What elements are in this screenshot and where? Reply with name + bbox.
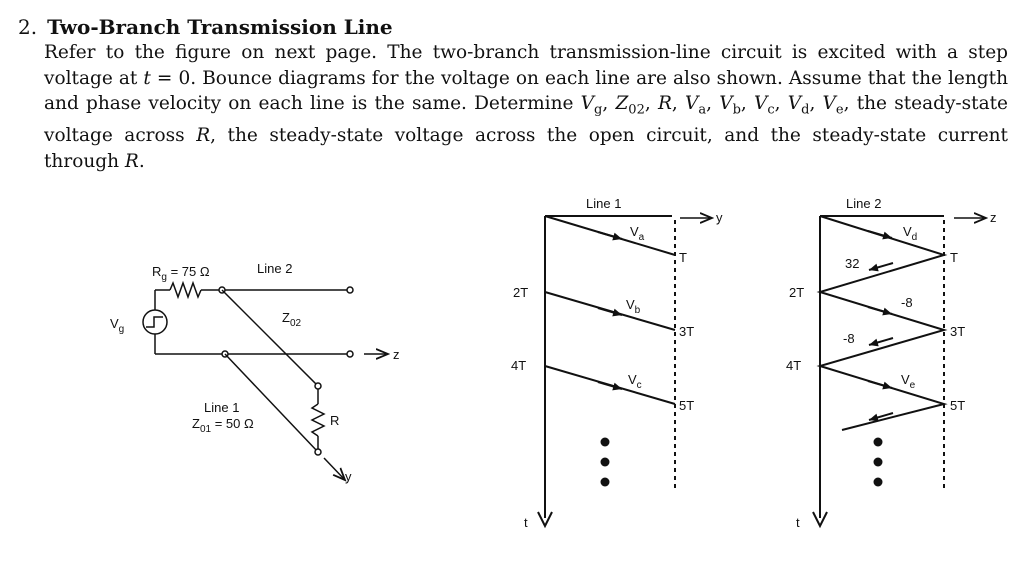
bounce1-t-label: t [524,515,528,530]
line2-open-terminal-top [347,287,353,293]
math-symbol: R [657,93,672,114]
text-run: , [809,93,823,114]
z-axis-label: z [393,347,400,362]
bounce2-arrow-r2 [869,338,893,345]
bounce2-arrow-r3 [869,413,893,420]
bounce2-t-label: t [796,515,800,530]
line2-open-terminal-bottom [347,351,353,357]
y-axis-arrow [324,458,345,480]
math-symbol: R [196,125,211,147]
source-label: $V_g$ [110,316,125,335]
load-terminal-bottom [315,449,321,455]
bounce2-label-vd: $V_d$ [903,224,918,243]
bounce1-title: Line 1 [586,196,622,211]
text-run: = 0. Bounce diagrams for the voltage on each line are also shown. Assume that the length and phase velocity on each line is the same. Determine [44,67,1008,114]
problem-title: Two-Branch Transmission Line [47,15,393,39]
math-symbol: $V_a$ [684,93,707,118]
bounce2-time-5t: 5T [950,398,966,413]
z02-label: $Z_{02}$ [282,310,302,329]
math-symbol: $V_b$ [719,93,741,118]
bounce1-time-2t: 2T [513,285,529,300]
bounce2-time-2t: 2T [789,285,805,300]
y-axis-label: y [345,469,352,484]
bounce1-label-vb: $V_b$ [626,297,641,316]
math-symbol: $V_e$ [822,93,844,118]
bounce1-arrow-c [598,382,622,389]
line2-label: Line 2 [257,261,293,276]
bounce1-label-va: $V_a$ [630,224,645,243]
load-r-label: R [330,413,340,428]
bounce2-continuation-dots [874,438,883,487]
bounce2-arrow-r1 [869,263,893,270]
math-symbol: $V_d$ [787,93,810,118]
text-run: , [740,93,754,114]
bounce2-arrow-2 [868,307,892,314]
bounce2-time-3t: 3T [950,324,966,339]
bounce1-label-vc: $V_c$ [628,372,642,391]
bounce1-time-t: T [679,250,687,265]
rg-resistor-icon [170,283,201,297]
z01-label: $Z_{01} = 50$ Ω [192,416,254,435]
bounce2-wave-path [820,216,944,430]
text-run: , [706,93,720,114]
text-run: , [602,93,616,114]
bounce2-value-32: 32 [845,256,860,271]
math-symbol: R [124,150,139,172]
text-run: , the steady-state voltage across [44,93,1009,147]
bounce2-value-neg8-a: -8 [901,295,913,310]
problem-number: 2. [18,15,38,39]
bounce1-time-4t: 4T [511,358,527,373]
load-resistor-icon [312,404,324,436]
bounce2-arrow-d [868,231,892,238]
bounce1-arrow-b [598,308,622,315]
bounce-diagram-line2 [786,196,997,530]
line1-label: Line 1 [204,400,240,415]
bounce1-time-3t: 3T [679,324,695,339]
text-run: , the steady-state voltage across the open circuit, and the steady-state current through [44,125,1008,172]
bounce2-title: Line 2 [846,196,882,211]
text-run: Refer to the figure on next page. The two-branch transmission-line circuit is excited with a step voltage at [44,42,1008,89]
line1-wire-top [222,290,318,386]
bounce1-continuation-dots [601,438,610,487]
text-run: , [644,93,658,114]
math-symbol: $V_g$ [580,93,603,118]
math-symbol: t [143,67,151,89]
bounce2-time-4t: 4T [786,358,802,373]
bounce1-time-5t: 5T [679,398,695,413]
bounce2-time-t: T [950,250,958,265]
step-source-icon [143,310,167,334]
bounce2-label-ve: $V_e$ [901,372,916,391]
bounce1-y-label: y [716,210,723,225]
bounce-diagram-line1 [511,196,723,530]
circuit-diagram [110,261,400,484]
math-symbol: $V_c$ [754,93,775,118]
bounce2-z-label: z [990,210,997,225]
text-run: , [671,93,685,114]
text-run: . [138,150,145,172]
rg-label: $R_g = 75$ Ω [152,264,210,283]
text-run: , [774,93,788,114]
math-symbol: $Z_{02}$ [615,93,645,118]
bounce1-arrow-a [598,232,622,239]
load-terminal-top [315,383,321,389]
bounce2-arrow-e [868,381,892,388]
bounce2-value-neg8-b: -8 [843,331,855,346]
